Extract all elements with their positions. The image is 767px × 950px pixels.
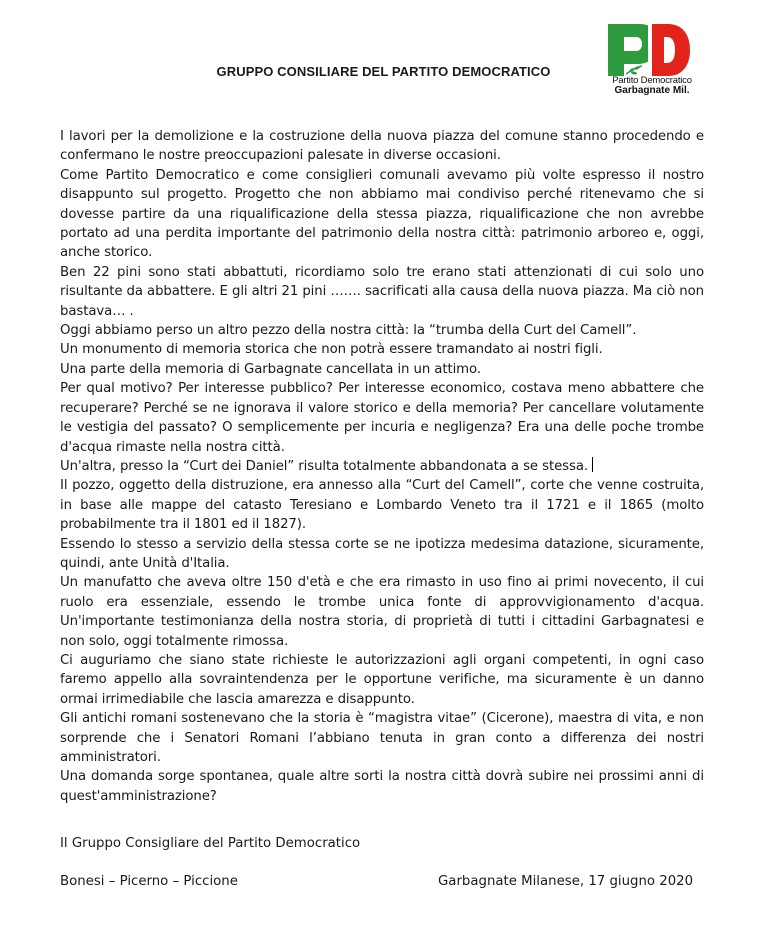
- document-body: [60, 127, 704, 806]
- paragraph: Oggi abbiamo perso un altro pezzo della nostra città: la “trumba della Curt del Camell”.: [60, 323, 637, 339]
- paragraph: Ben 22 pini sono stati abbattuti, ricordiamo solo tre erano stati attenzionati di cui solo uno risultante da abbattere. E gli altri 21 pini ……. sacrificati alla causa della nuova piazza. Ma ciò non bastava… .: [60, 264, 704, 319]
- paragraph: Per qual motivo? Per interesse pubblico? Per interesse economico, costava meno abbattere che recuperare? Perché se ne ignorava il valore storico e della memoria? Per cancellare volutamente le vestigia del passato? O semplicemente per incuria e negligenza? Era una delle poche trombe d'acqua rimaste nella nostra città.: [60, 381, 704, 455]
- paragraph-with-cursor[interactable]: [60, 457, 704, 476]
- paragraph: Gli antichi romani sostenevano che la storia è “magistra vitae” (Cicerone), maestra di vita, e non sorprende che i Senatori Romani l’abbiano tenuta in gran conto a differenza dei nostri amministratori.: [60, 711, 704, 765]
- logo-caption: [606, 76, 698, 96]
- paragraph: Un manufatto che aveva oltre 150 d'età e che era rimasto in uso fino ai primi novecento, il cui ruolo era essenziale, essendo le trombe unica fonte di approvvigionamento d'acqua. Un'importante testimonianza della nostra storia, di proprietà di tutti i cittadini Garbagnatesi e non solo, oggi totalmente rimossa.: [60, 575, 704, 649]
- paragraph-text: Un'altra, presso la “Curt dei Daniel” risulta totalmente abbandonata a se stessa.: [60, 458, 588, 474]
- footer-names: Bonesi – Picerno – Piccione: [60, 874, 238, 889]
- paragraph: Come Partito Democratico e come consiglieri comunali avevamo più volte espresso il nostro disappunto sul progetto. Progetto che non abbiamo mai condiviso perché ritenevamo che si dovesse partire da una riqualificazione della stessa piazza, riqualificazione che non avrebbe portato ad una perdita importante del patrimonio della nostra città: patrimonio arboreo e, oggi, anche storico.: [60, 167, 704, 261]
- logo-caption-line1: Partito Democratico: [612, 75, 692, 86]
- document-title-text: GRUPPO CONSILIARE DEL PARTITO DEMOCRATICO: [216, 64, 551, 79]
- footer-place-date: Garbagnate Milanese, 17 giugno 2020: [438, 874, 694, 889]
- paragraph: Il pozzo, oggetto della distruzione, era annesso alla “Curt del Camell”, corte che venne costruita, in base alle mappe del catasto Teresiano e Lombardo Veneto tra il 1721 e il 1865 (molto probabilmente tra il 1801 ed il 1827).: [60, 478, 704, 533]
- paragraph: Ci auguriamo che siano state richieste le autorizzazioni agli organi competenti, in ogni caso faremo appello alla sovraintendenza per le opportune verifiche, ma sicuramente è un danno ormai irrimediabile che lascia amarezza e disappunto.: [60, 652, 704, 707]
- paragraph: Una domanda sorge spontanea, quale altre sorti la nostra città dovrà subire nei prossimi anni di quest'amministrazione?: [60, 769, 704, 804]
- paragraph: Essendo lo stesso a servizio della stessa corte se ne ipotizza medesima datazione, sicuramente, quindi, ante Unità d'Italia.: [60, 536, 704, 571]
- paragraph: Un monumento di memoria storica che non potrà essere tramandato ai nostri figli.: [60, 342, 603, 358]
- text-cursor: [592, 457, 593, 472]
- paragraph: I lavori per la demolizione e la costruzione della nuova piazza del comune stanno procedendo e confermano le nostre preoccupazioni palesate in diverse occasioni.: [60, 129, 704, 164]
- signature: Il Gruppo Consigliare del Partito Democratico: [60, 836, 361, 851]
- logo-caption-line2: Garbagnate Mil.: [614, 85, 690, 96]
- paragraph: Una parte della memoria di Garbagnate cancellata in un attimo.: [60, 361, 481, 377]
